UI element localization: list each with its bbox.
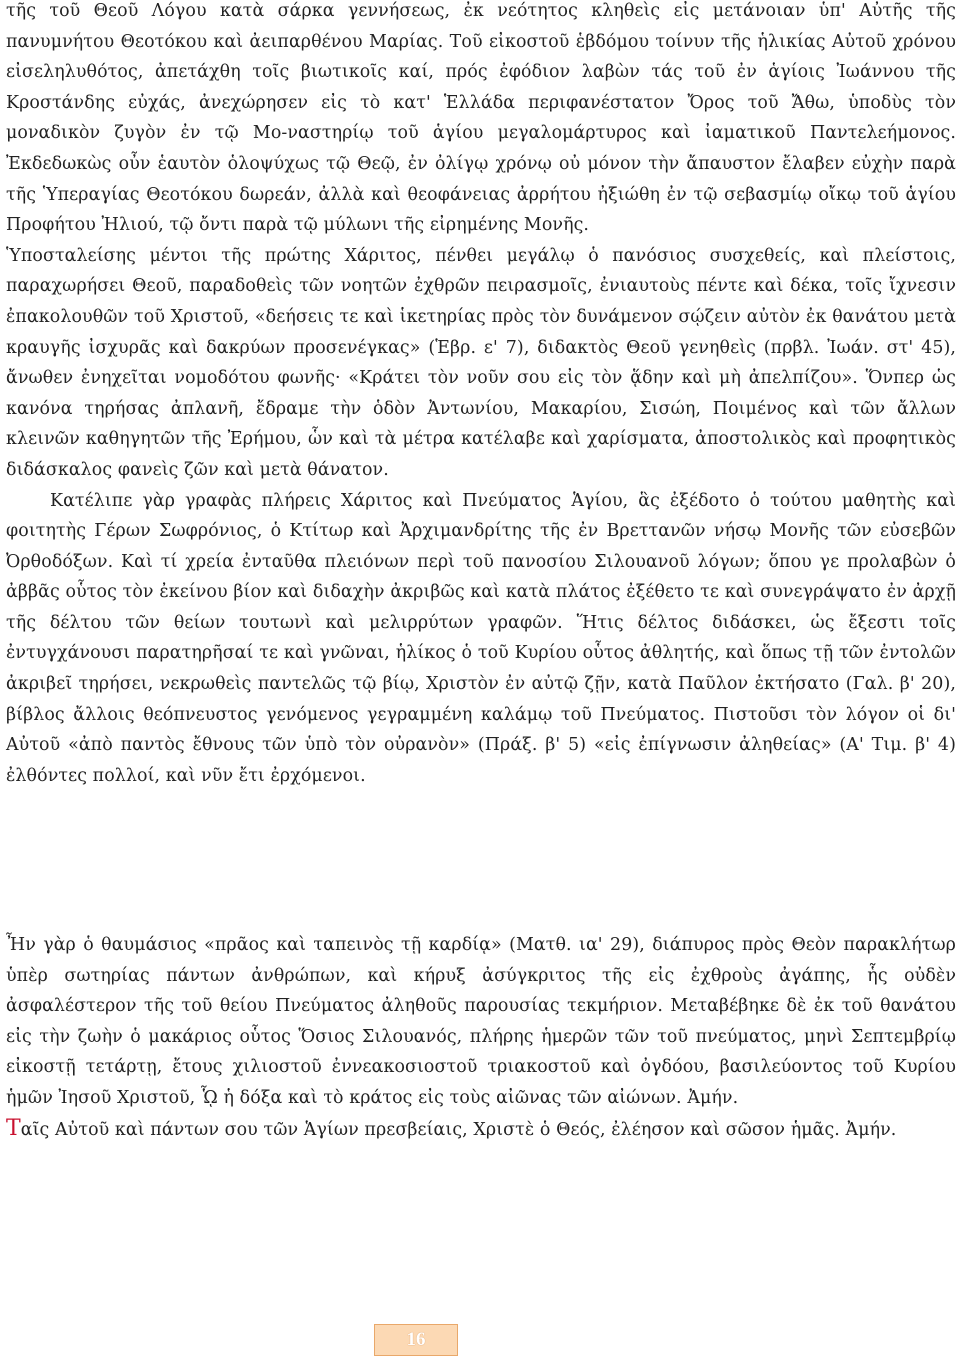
drop-cap-letter: Τ [6, 1115, 21, 1141]
paragraph-5 [6, 1114, 956, 1146]
page-number: 16 [406, 1329, 426, 1350]
paragraph-5-text: αῖς Αὐτοῦ καὶ πάντων σου τῶν Ἁγίων πρεσβείαις, Χριστὲ ὁ Θεός, ἐλέησον καὶ σῶσον ἡμᾶς. Ἀμήν. [20, 1119, 897, 1140]
text-section-lower [6, 930, 956, 1145]
text-section-upper [6, 0, 956, 791]
paragraph-3: Κατέλιπε γὰρ γραφὰς πλήρεις Χάριτος καὶ Πνεύματος Ἁγίου, ἃς ἐξέδοτο ὁ τούτου μαθητὴς καὶ φοιτητὴς Γέρων Σωφρόνιος, ὁ Κτίτωρ καὶ Ἀρχιμανδρίτης τῆς ἐν Βρεττανῶν νήσῳ Μονῆς τῶν εὐσεβῶν Ὀρθοδόξων. Καὶ τί χρεία ἐνταῦθα πλειόνων περὶ τοῦ πανοσίου Σιλουανοῦ λόγων; ὅπου γε προλαβὼν ὁ ἀββᾶς οὗτος τὸν ἐκείνου βίον καὶ διδαχὴν ἀκριβῶς καὶ κατὰ πλάτος ἐξέθετο τε καὶ συνεγράψατο ἐν ἀρχῇ τῆς δέλτου τῶν θείων τουτωνὶ καὶ μελιρρύτων γραφῶν. Ἥτις δέλτος διδάσκει, ὡς ἔξεστι τοῖς ἐντυγχάνουσι παρατηρῆσαί τε καὶ γνῶναι, ἡλίκος ὁ τοῦ Κυρίου οὗτος ἀθλητής, καὶ ὅπως τῇ τῶν ἐντολῶν ἀκριβεῖ τηρήσει, νεκρωθεὶς παντελῶς τῷ βίῳ, Χριστὸν ἐν αὐτῷ ζῇν, κατὰ Παῦλον ἐκτήσατο (Γαλ. β' 20), βίβλος ἄλλοις θεόπνευστος γενόμενος γεγραμμένη καλάμῳ τοῦ Πνεύματος. Πιστοῦσι τὸν λόγον οἱ δι' Αὐτοῦ «ἀπὸ παντὸς ἔθνους τῶν ὑπὸ τὸν οὐρανὸν» (Πράξ. β' 5) «εἰς ἐπίγνωσιν ἀληθείας» (Α' Τιμ. β' 4) ἐλθόντες πολλοί, καὶ νῦν ἔτι ἐρχόμενοι. [6, 490, 956, 786]
paragraph-4: Ἦν γὰρ ὁ θαυμάσιος «πρᾶος καὶ ταπεινὸς τῇ καρδίᾳ» (Ματθ. ια' 29), διάπυρος πρὸς Θεὸν παρακλήτωρ ὑπὲρ σωτηρίας πάντων ἀνθρώπων, καὶ κήρυξ ἀσύγκριτος τῆς εἰς ἐχθροὺς ἀγάπης, ἧς οὐδὲν ἀσφαλέστερον τῆς τοῦ θείου Πνεύματος ἀληθοῦς παρουσίας τεκμήριον. Μεταβέβηκε δὲ ἐκ τοῦ θανάτου εἰς τὴν ζωὴν ὁ μακάριος οὗτος Ὅσιος Σιλουανός, πλήρης ἡμερῶν τῶν τοῦ πνεύματος, μηνὶ Σεπτεμβρίῳ εἰκοστῇ τετάρτῃ, ἔτους χιλιοστοῦ ἐννεακοσιοστοῦ τριακοστοῦ καὶ ὀγδόου, βασιλεύοντος τοῦ Κυρίου ἡμῶν Ἰησοῦ Χριστοῦ, ᾯ ἡ δόξα καὶ τὸ κράτος εἰς τοὺς αἰῶνας τῶν αἰώνων. Ἀμήν. [6, 935, 956, 1108]
paragraph-1: τῆς τοῦ Θεοῦ Λόγου κατὰ σάρκα γεννήσεως, ἐκ νεότητος κληθεὶς εἰς μετάνοιαν ὑπ' Αὐτῆς τῆς πανυμνήτου Θεοτόκου καὶ ἀειπαρθένου Μαρίας. Τοῦ εἰκοστοῦ ἑβδόμου τοίνυν τῆς ἡλικίας Αὐτοῦ χρόνου εἰσεληλυθότος, ἀπετάχθη τοῖς βιωτικοῖς καί, πρός ἐφόδιον λαβὼν τάς τοῦ ἐν ἁγίοις Ἰωάννου τῆς Κροστάνδης εὐχάς, ἀνεχώρησεν εἰς τὸ κατ' Ἑλλάδα περιφανέστατον Ὄρος τοῦ Ἄθω, ὑποδὺς τὸν μοναδικὸν ζυγὸν ἐν τῷ Μο-ναστηρίῳ τοῦ ἁγίου μεγαλομάρτυρος καὶ ἰαματικοῦ Παντελεήμονος. Ἐκδεδωκὼς οὖν ἑαυτὸν ὁλοψύχως τῷ Θεῷ, ἐν ὀλίγῳ χρόνῳ οὐ μόνον τὴν ἄπαυστον ἔλαβεν εὐχὴν παρὰ τῆς Ὑπεραγίας Θεοτόκου δωρεάν, ἀλλὰ καὶ θεοφάνειας ἀρρήτου ἠξιώθη ἐν τῷ σεβασμίῳ οἴκῳ τοῦ ἁγίου Προφήτου Ἠλιού, τῷ ὄντι παρὰ τῷ μύλωνι τῆς εἰρημένης Μονῆς. [6, 1, 956, 236]
page-number-box [374, 1324, 458, 1356]
paragraph-2: Ὑποσταλείσης μέντοι τῆς πρώτης Χάριτος, πένθει μεγάλῳ ὁ πανόσιος συσχεθείς, καὶ πλείστοις, παραχωρήσει Θεοῦ, παραδοθεὶς τῶν νοητῶν ἐχθρῶν πειρασμοῖς, ἐνιαυτοὺς πέντε καὶ δέκα, τοῖς ἴχνεσιν ἐπακολουθῶν τοῦ Χριστοῦ, «δεήσεις τε καὶ ἱκετηρίας πρὸς τὸν δυνάμενον σῴζειν αὐτὸν ἐκ θανάτου μετὰ κραυγῆς ἰσχυρᾶς καὶ δακρύων προσενέγκας» (Ἑβρ. ε' 7), διδακτὸς Θεοῦ γενηθεὶς (πρβλ. Ἰωάν. στ' 45), ἄνωθεν ἐνηχεῖται νομοδότου φωνῆς· «Κράτει τὸν νοῦν σου εἰς τὸν ᾅδην καὶ μὴ ἀπελπίζου». Ὅνπερ ὡς κανόνα τηρήσας ἀπλανῆ, ἔδραμε τὴν ὁδὸν Ἀντωνίου, Μακαρίου, Σισώη, Ποιμένος καὶ τῶν ἄλλων κλεινῶν καθηγητῶν τῆς Ἐρήμου, ὧν καὶ τὰ μέτρα κατέλαβε καὶ χαρίσματα, ἀποστολικὸς καὶ προφητικὸς διδάσκαλος φανεὶς ζῶν καὶ μετὰ θάνατον. [6, 245, 956, 480]
